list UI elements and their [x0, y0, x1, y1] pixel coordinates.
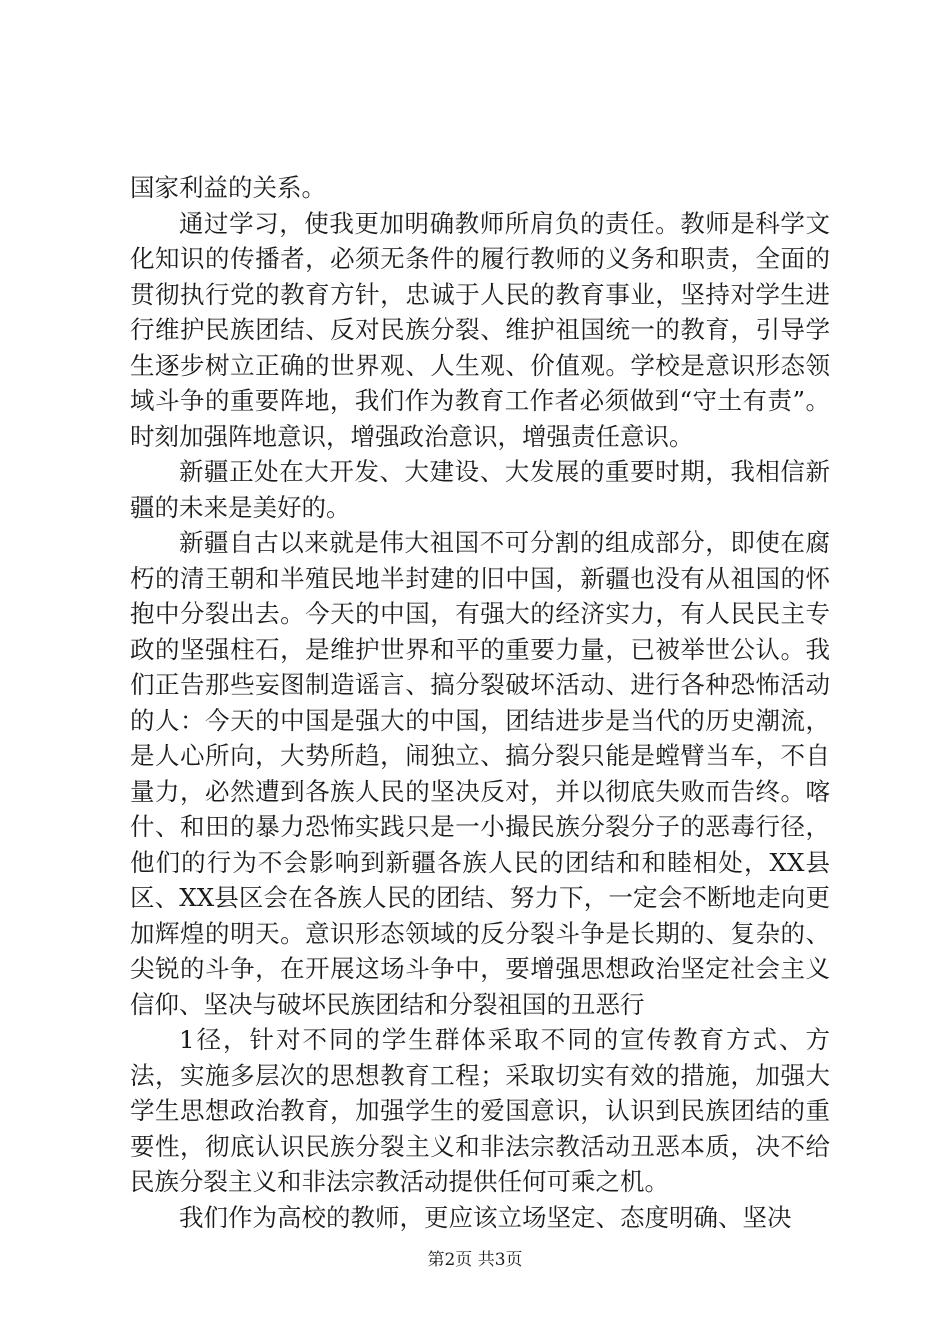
paragraph-2: 通过学习，使我更加明确教师所肩负的责任。教师是科学文化知识的传播者，必须无条件的履行教师的义务和职责，全面的贯彻执行党的教育方针，忠诚于人民的教育事业，坚持对学生进行维护民族团结、反对民族分裂、维护祖国统一的教育，引导学生逐步树立正确的世界观、人生观、价值观。学校是意识形态领域斗争的重要阵地，我们作为教育工作者必须做到“守土有责”。时刻加强阵地意识，增强政治意识，增强责任意识。: [130, 208, 830, 451]
paragraph-5: 1径，针对不同的学生群体采取不同的宣传教育方式、方法，实施多层次的思想教育工程；采取切实有效的措施，加强大学生思想政治教育，加强学生的爱国意识，认识到民族团结的重要性，彻底认识民族分裂主义和非法宗教活动丑恶本质，决不给民族分裂主义和非法宗教活动提供任何可乘之机。: [130, 1025, 830, 1196]
paragraph-4: 新疆自古以来就是伟大祖国不可分割的组成部分，即使在腐朽的清王朝和半殖民地半封建的旧中国，新疆也没有从祖国的怀抱中分裂出去。今天的中国，有强大的经济实力，有人民民主专政的坚强柱石，是维护世界和平的重要力量，已被举世公认。我们正告那些妄图制造谣言、搞分裂破坏活动、进行各种恐怖活动的人：今天的中国是强大的中国，团结进步是当代的历史潮流，是人心所向，大势所趋，闹独立、搞分裂只能是螳臂当车，不自量力，必然遭到各族人民的坚决反对，并以彻底失败而告终。喀什、和田的暴力恐怖实践只是一小撮民族分裂分子的恶毒行径，他们的行为不会影响到新疆各族人民的团结和和睦相处，XX县区、XX县区会在各族人民的团结、努力下，一定会不断地走向更加辉煌的明天。意识形态领域的反分裂斗争是长期的、复杂的、尖锐的斗争，在开展这场斗争中，要增强思想政治坚定社会主义信仰、坚决与破坏民族团结和分裂祖国的丑恶行: [130, 528, 830, 1019]
document-body: [130, 170, 830, 1235]
paragraph-1: 国家利益的关系。: [130, 173, 326, 202]
page-number-footer: 第2页 共3页: [427, 1250, 523, 1270]
paragraph-6: 我们作为高校的教师，更应该立场坚定、态度明确、坚决: [179, 1202, 792, 1232]
paragraph-3: 新疆正处在大开发、大建设、大发展的重要时期，我相信新疆的未来是美好的。: [130, 457, 830, 522]
